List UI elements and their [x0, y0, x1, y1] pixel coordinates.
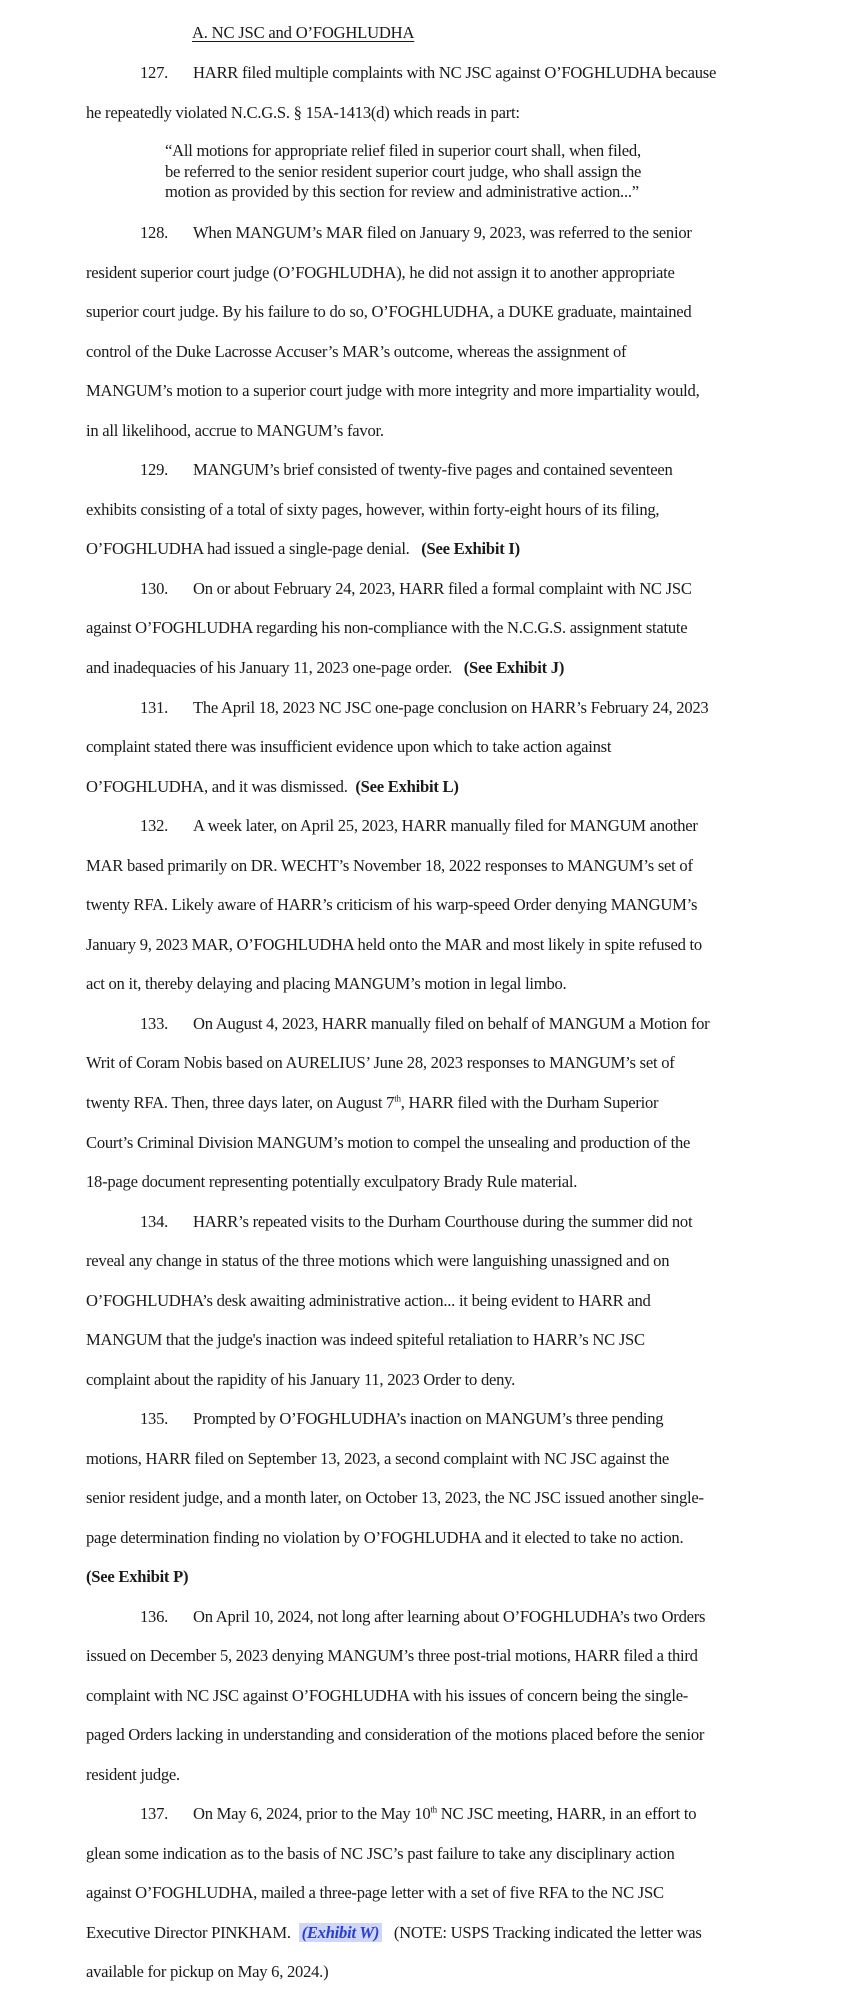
text: O’FOGHLUDHA had issued a single-page denial.	[86, 539, 410, 558]
quote-line: “All motions for appropriate relief filed in superior court shall, when filed,	[165, 141, 641, 160]
quote-line: motion as provided by this section for review and administrative action...”	[165, 182, 639, 201]
paragraph-128-line: control of the Duke Lacrosse Accuser’s MAR’s outcome, whereas the assignment of	[86, 342, 627, 361]
paragraph-133-line	[86, 1093, 658, 1113]
text: A week later, on April 25, 2023, HARR manually filed for MANGUM another	[193, 816, 698, 835]
paragraph-129-line-1	[140, 460, 673, 480]
paragraph-127-line-1	[140, 63, 716, 83]
paragraph-132-line: twenty RFA. Likely aware of HARR’s criticism of his warp-speed Order denying MANGUM’s	[86, 895, 698, 914]
paragraph-131-line	[86, 777, 459, 797]
text: Prompted by O’FOGHLUDHA’s inaction on MANGUM’s three pending	[193, 1409, 664, 1428]
paragraph-135-line: motions, HARR filed on September 13, 2023, a second complaint with NC JSC against the	[86, 1449, 669, 1468]
paragraph-133-line-1	[140, 1014, 709, 1034]
paragraph-136-line: complaint with NC JSC against O’FOGHLUDHA with his issues of concern being the single-	[86, 1686, 689, 1705]
paragraph-134-line: complaint about the rapidity of his January 11, 2023 Order to deny.	[86, 1370, 516, 1389]
paragraph-132-line-1	[140, 816, 698, 836]
paragraph-134-line: reveal any change in status of the three motions which were languishing unassigned and on	[86, 1251, 670, 1270]
exhibit-reference: (See Exhibit P)	[86, 1567, 189, 1586]
paragraph-134-line-1	[140, 1212, 692, 1232]
paragraph-134-line: MANGUM that the judge's inaction was indeed spiteful retaliation to HARR’s NC JSC	[86, 1330, 645, 1349]
paragraph-135-line: senior resident judge, and a month later, on October 13, 2023, the NC JSC issued another single-	[86, 1488, 704, 1507]
paragraph-129-line	[86, 539, 520, 559]
paragraph-128-line: superior court judge. By his failure to do so, O’FOGHLUDHA, a DUKE graduate, maintained	[86, 302, 692, 321]
paragraph-130-line	[86, 658, 564, 678]
text: HARR’s repeated visits to the Durham Courthouse during the summer did not	[193, 1212, 693, 1231]
paragraph-128-line-1	[140, 223, 692, 243]
text: twenty RFA. Then, three days later, on August 7	[86, 1093, 395, 1112]
text: On or about February 24, 2023, HARR filed a formal complaint with NC JSC	[193, 579, 692, 598]
paragraph-number: 129.	[140, 460, 169, 479]
paragraph-131-line: complaint stated there was insufficient evidence upon which to take action against	[86, 737, 612, 756]
text: On May 6, 2024, prior to the May 10	[193, 1804, 431, 1823]
paragraph-133-line: Court’s Criminal Division MANGUM’s motion to compel the unsealing and production of the	[86, 1133, 691, 1152]
paragraph-number: 128.	[140, 223, 169, 242]
section-heading: A. NC JSC and O’FOGHLUDHA	[192, 23, 415, 42]
text: Executive Director PINKHAM.	[86, 1923, 291, 1942]
text: NC JSC meeting, HARR, in an effort to	[436, 1804, 697, 1823]
quote-line: be referred to the senior resident superior court judge, who shall assign the	[165, 161, 642, 181]
paragraph-131-line-1	[140, 698, 708, 718]
paragraph-number: 127.	[140, 63, 169, 82]
paragraph-135-line: page determination finding no violation by O’FOGHLUDHA and it elected to take no action.	[86, 1528, 684, 1547]
exhibit-w-link[interactable]: (Exhibit W)	[299, 1923, 383, 1942]
paragraph-number: 134.	[140, 1212, 169, 1231]
paragraph-number: 137.	[140, 1804, 169, 1823]
paragraph-137-line: glean some indication as to the basis of NC JSC’s past failure to take any disciplinary action	[86, 1844, 675, 1863]
paragraph-129-line: exhibits consisting of a total of sixty pages, however, within forty-eight hours of its filing,	[86, 500, 660, 519]
paragraph-132-line: act on it, thereby delaying and placing MANGUM’s motion in legal limbo.	[86, 974, 567, 993]
paragraph-136-line-1	[140, 1607, 705, 1627]
paragraph-137-line-1	[140, 1804, 696, 1824]
paragraph-136-line: paged Orders lacking in understanding and consideration of the motions placed before the senior	[86, 1725, 705, 1744]
paragraph-133-line: 18-page document representing potentially exculpatory Brady Rule material.	[86, 1172, 578, 1191]
paragraph-number: 130.	[140, 579, 169, 598]
paragraph-number: 131.	[140, 698, 169, 717]
superscript: th	[394, 1093, 401, 1104]
paragraph-136-line: issued on December 5, 2023 denying MANGUM’s three post-trial motions, HARR filed a third	[86, 1646, 698, 1665]
paragraph-136-line: resident judge.	[86, 1765, 180, 1784]
text: , HARR filed with the Durham Superior	[400, 1093, 659, 1112]
paragraph-137-line: against O’FOGHLUDHA, mailed a three-page letter with a set of five RFA to the NC JSC	[86, 1883, 664, 1902]
text: O’FOGHLUDHA, and it was dismissed.	[86, 777, 348, 796]
superscript: th	[430, 1804, 437, 1815]
text: (NOTE: USPS Tracking indicated the letter was	[393, 1923, 702, 1942]
text: MANGUM’s brief consisted of twenty-five pages and contained seventeen	[193, 460, 673, 479]
paragraph-130-line-1	[140, 579, 692, 599]
paragraph-127-line-2: he repeatedly violated N.C.G.S. § 15A-1413(d) which reads in part:	[86, 103, 520, 122]
paragraph-number: 132.	[140, 816, 169, 835]
paragraph-128-line: in all likelihood, accrue to MANGUM’s favor.	[86, 421, 384, 440]
text: HARR filed multiple complaints with NC JSC against O’FOGHLUDHA because	[193, 63, 717, 82]
paragraph-128-line: resident superior court judge (O’FOGHLUDHA), he did not assign it to another appropriate	[86, 263, 675, 282]
paragraph-number: 133.	[140, 1014, 169, 1033]
exhibit-reference: (See Exhibit L)	[355, 777, 459, 796]
paragraph-135-line-1	[140, 1409, 663, 1429]
text: On April 10, 2024, not long after learning about O’FOGHLUDHA’s two Orders	[193, 1607, 706, 1626]
paragraph-137-line	[86, 1923, 702, 1943]
text: The April 18, 2023 NC JSC one-page conclusion on HARR’s February 24, 2023	[193, 698, 709, 717]
paragraph-132-line: January 9, 2023 MAR, O’FOGHLUDHA held onto the MAR and most likely in spite refused to	[86, 935, 702, 954]
paragraph-133-line: Writ of Coram Nobis based on AURELIUS’ June 28, 2023 responses to MANGUM’s set of	[86, 1053, 675, 1072]
text: and inadequacies of his January 11, 2023 one-page order.	[86, 658, 452, 677]
paragraph-132-line: MAR based primarily on DR. WECHT’s November 18, 2022 responses to MANGUM’s set of	[86, 856, 693, 875]
paragraph-130-line: against O’FOGHLUDHA regarding his non-compliance with the N.C.G.S. assignment statute	[86, 618, 688, 637]
text: When MANGUM’s MAR filed on January 9, 2023, was referred to the senior	[193, 223, 692, 242]
exhibit-reference: (See Exhibit I)	[421, 539, 520, 558]
paragraph-137-line: available for pickup on May 6, 2024.)	[86, 1962, 329, 1981]
paragraph-128-line: MANGUM’s motion to a superior court judge with more integrity and more impartiality would,	[86, 381, 700, 400]
text: On August 4, 2023, HARR manually filed on behalf of MANGUM a Motion for	[193, 1014, 710, 1033]
block-quote	[165, 141, 641, 203]
paragraph-134-line: O’FOGHLUDHA’s desk awaiting administrative action... it being evident to HARR and	[86, 1291, 651, 1310]
paragraph-number: 136.	[140, 1607, 169, 1626]
exhibit-reference: (See Exhibit J)	[463, 658, 565, 677]
paragraph-number: 135.	[140, 1409, 169, 1428]
